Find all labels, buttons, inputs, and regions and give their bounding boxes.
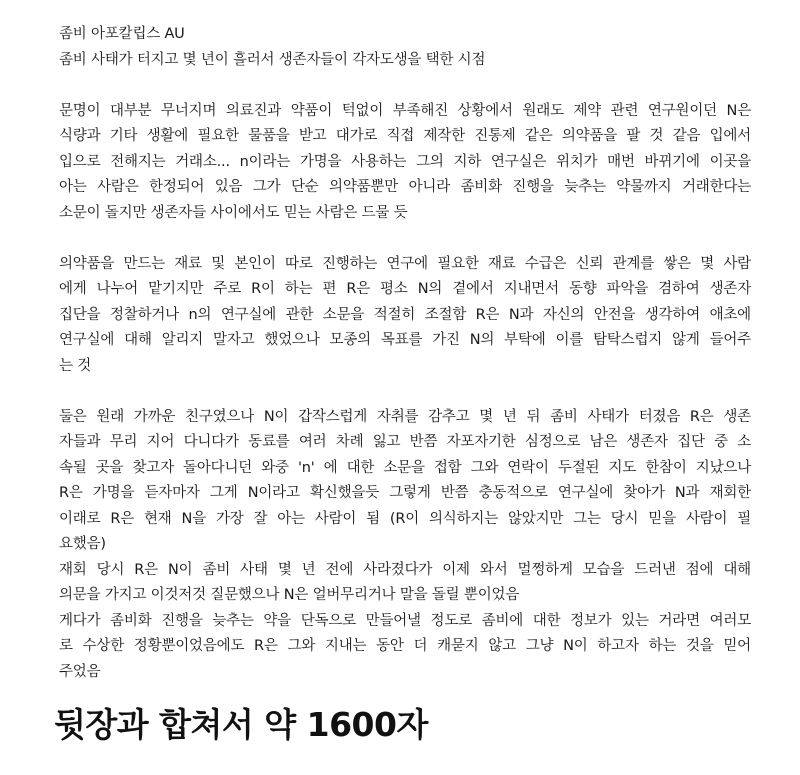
- paragraph-line: 재회 당시 R은 N이 좀비 사태 몇 년 전에 사라졌다가 이제 와서 멀쩡하게 모습을 드러낸 점에 대해: [59, 561, 751, 578]
- paragraph-2: [59, 252, 751, 380]
- document-subtitle: 좀비 사태가 터지고 몇 년이 흘러서 생존자들이 각자도생을 택한 시점: [59, 51, 486, 68]
- paragraph-line: 식량과 기타 생활에 필요한 물품을 받고 대가로 직접 제작한 진통제 같은 의약품을 팔 것 같음 입에서: [59, 128, 751, 144]
- paragraph-4: [59, 558, 751, 609]
- document-title: 좀비 아포칼립스 AU: [59, 26, 185, 42]
- paragraph-line: 둘은 원래 가까운 친구였으나 N이 갑작스럽게 자취를 감추고 몇 년 뒤 좀비 사태가 터졌음 R은 생존: [59, 408, 751, 425]
- paragraph-gap: [59, 379, 751, 405]
- paragraph-line: 소문이 돌지만 생존자들 사이에서도 믿는 사람은 드물 듯: [59, 204, 408, 221]
- paragraph-line: 자들과 무리 지어 다니다가 동료를 여러 차례 잃고 반쯤 자포자기한 심정으로 남은 생존자 집단 중 소: [59, 434, 751, 450]
- paragraph-line: 의문을 가지고 이것저것 질문했으나 N은 얼버무리거나 말을 돌릴 뿐이었음: [59, 587, 520, 603]
- paragraph-line: 요했음): [59, 536, 106, 552]
- paragraph-line: 이래로 R은 현재 N을 가장 잘 아는 사람이 됨 (R이 의식하지는 않았지만 그는 당시 믿을 사람이 필: [59, 510, 751, 527]
- paragraph-1: [59, 99, 751, 227]
- paragraph-line: 로 수상한 정황뿐이었음에도 R은 그와 지내는 동안 더 캐묻지 않고 그냥 N이 하고자 하는 것을 믿어: [59, 638, 751, 654]
- paragraph-line: 의약품을 만드는 재료 및 본인이 따로 진행하는 연구에 필요한 재료 수급은 신뢰 관계를 쌓은 몇 사람: [59, 255, 751, 272]
- paragraph-line: R은 가명을 듣자마자 그게 N이라고 확신했을듯 그렇게 반쯤 충동적으로 연구실에 찾아가 N과 재회한: [59, 485, 751, 501]
- paragraph-5: [59, 609, 751, 686]
- paragraph-line: 아는 사람은 한정되어 있음 그가 단순 의약품뿐만 아니라 좀비화 진행을 늦추는 약물까지 거래한다는: [59, 179, 751, 195]
- paragraph-line: 속될 곳을 찾고자 돌아다니던 와중 'n' 에 대한 소문을 접함 그와 연락이 두절된 지도 한참이 지났으나: [59, 459, 751, 476]
- paragraph-gap: [59, 73, 751, 99]
- paragraph-line: 는 것: [59, 357, 92, 374]
- paragraph-line: 집단을 정찰하거나 n의 연구실에 관한 소문을 적절히 조절함 R은 N과 자신의 안전을 생각하여 애초에: [59, 306, 751, 323]
- paragraph-line: 문명이 대부분 무너지며 의료진과 약품이 턱없이 부족해진 상황에서 원래도 제약 관련 연구원이던 N은: [59, 102, 751, 119]
- paragraph-line: 에게 나누어 맡기지만 주로 R이 하는 편 R은 평소 N의 곁에서 지내면서 동향 파악을 겸하여 생존자: [59, 281, 751, 297]
- paragraph-line: 연구실에 대해 알리지 말자고 했었으나 모종의 목표를 가진 N의 부탁에 이를 탐탁스럽지 않게 들어주: [59, 332, 751, 348]
- character-count-note: 뒷장과 합쳐서 약 1600자: [54, 705, 428, 744]
- paragraph-line: 입으로 전해지는 거래소... n이라는 가명을 사용하는 그의 지하 연구실은 위치가 매번 바뀌기에 이곳을: [59, 153, 751, 170]
- paragraph-line: 주었음: [59, 663, 101, 680]
- paragraph-line: 게다가 좀비화 진행을 늦추는 약을 단독으로 만들어낼 정도로 좀비에 대한 정보가 있는 거라면 여러모: [59, 612, 751, 629]
- document-body: [59, 22, 751, 685]
- paragraph-3: [59, 405, 751, 558]
- paragraph-gap: [59, 226, 751, 252]
